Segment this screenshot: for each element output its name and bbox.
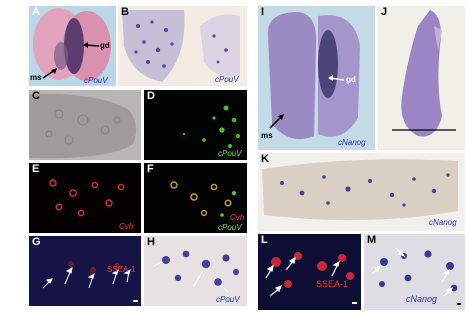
- panel-e-letter: E: [32, 163, 40, 175]
- panel-m-letter: M: [367, 234, 377, 246]
- panel-d-stain-label: cPouV: [218, 149, 242, 158]
- panel-k-stain-label: cNanog: [429, 218, 457, 227]
- panel-b-image: [118, 6, 247, 86]
- panel-c-image: [29, 90, 141, 160]
- panel-j-cnanog-gonad: [378, 6, 465, 150]
- panel-b-stain-label: cPouV: [215, 75, 239, 84]
- panel-i-gd-label: gd: [346, 75, 356, 84]
- panel-h-cpouv-section: [144, 236, 247, 306]
- panel-b-section-cpouv: [118, 6, 247, 86]
- panel-j-image: [378, 6, 465, 150]
- panel-m-cnanog-cells: [364, 234, 465, 310]
- panel-i-image: [258, 6, 375, 150]
- panel-l-stain-label: SSEA-1: [316, 279, 349, 289]
- panel-c-letter: C: [32, 90, 40, 102]
- panel-f-stain-label-cvh: Cvh: [230, 213, 245, 222]
- panel-e-stain-label: Cvh: [119, 222, 134, 231]
- panel-c-brightfield: [29, 90, 141, 160]
- panel-a-ms-label: ms: [30, 73, 42, 82]
- panel-a-whole-mount-gonad: [29, 6, 116, 86]
- panel-d-cpouv-fluorescence: [144, 90, 247, 160]
- panel-i-letter: I: [261, 6, 265, 18]
- panel-g-stain-label: SSEA-1: [107, 265, 136, 274]
- panel-h-letter: H: [147, 236, 155, 248]
- panel-l-ssea1: [258, 234, 361, 310]
- panel-a-stain-label: cPouV: [84, 76, 108, 85]
- panel-a-letter: A: [32, 6, 40, 18]
- panel-i-cnanog-whole-mount: [258, 6, 375, 150]
- panel-l-letter: L: [261, 234, 268, 246]
- panel-i-ms-label: ms: [261, 131, 273, 140]
- panel-j-letter: J: [381, 6, 388, 18]
- panel-i-stain-label: cNanog: [338, 138, 366, 147]
- panel-k-letter: K: [261, 153, 269, 165]
- panel-h-stain-label: cPouV: [216, 295, 240, 304]
- panel-f-letter: F: [147, 163, 154, 175]
- panel-a-gd-label: gd: [100, 41, 110, 50]
- panel-f-merge: [144, 163, 247, 233]
- panel-g-ssea1: [29, 236, 141, 306]
- panel-d-letter: D: [147, 90, 155, 102]
- panel-l-image: [258, 234, 361, 310]
- panel-b-letter: B: [121, 6, 129, 18]
- panel-f-stain-label-cpouv: cPouV: [218, 223, 242, 232]
- panel-k-cnanog-section: [258, 153, 465, 231]
- panel-e-cvh-fluorescence: [29, 163, 141, 233]
- panel-g-letter: G: [32, 236, 41, 248]
- panel-m-stain-label: cNanog: [406, 294, 438, 304]
